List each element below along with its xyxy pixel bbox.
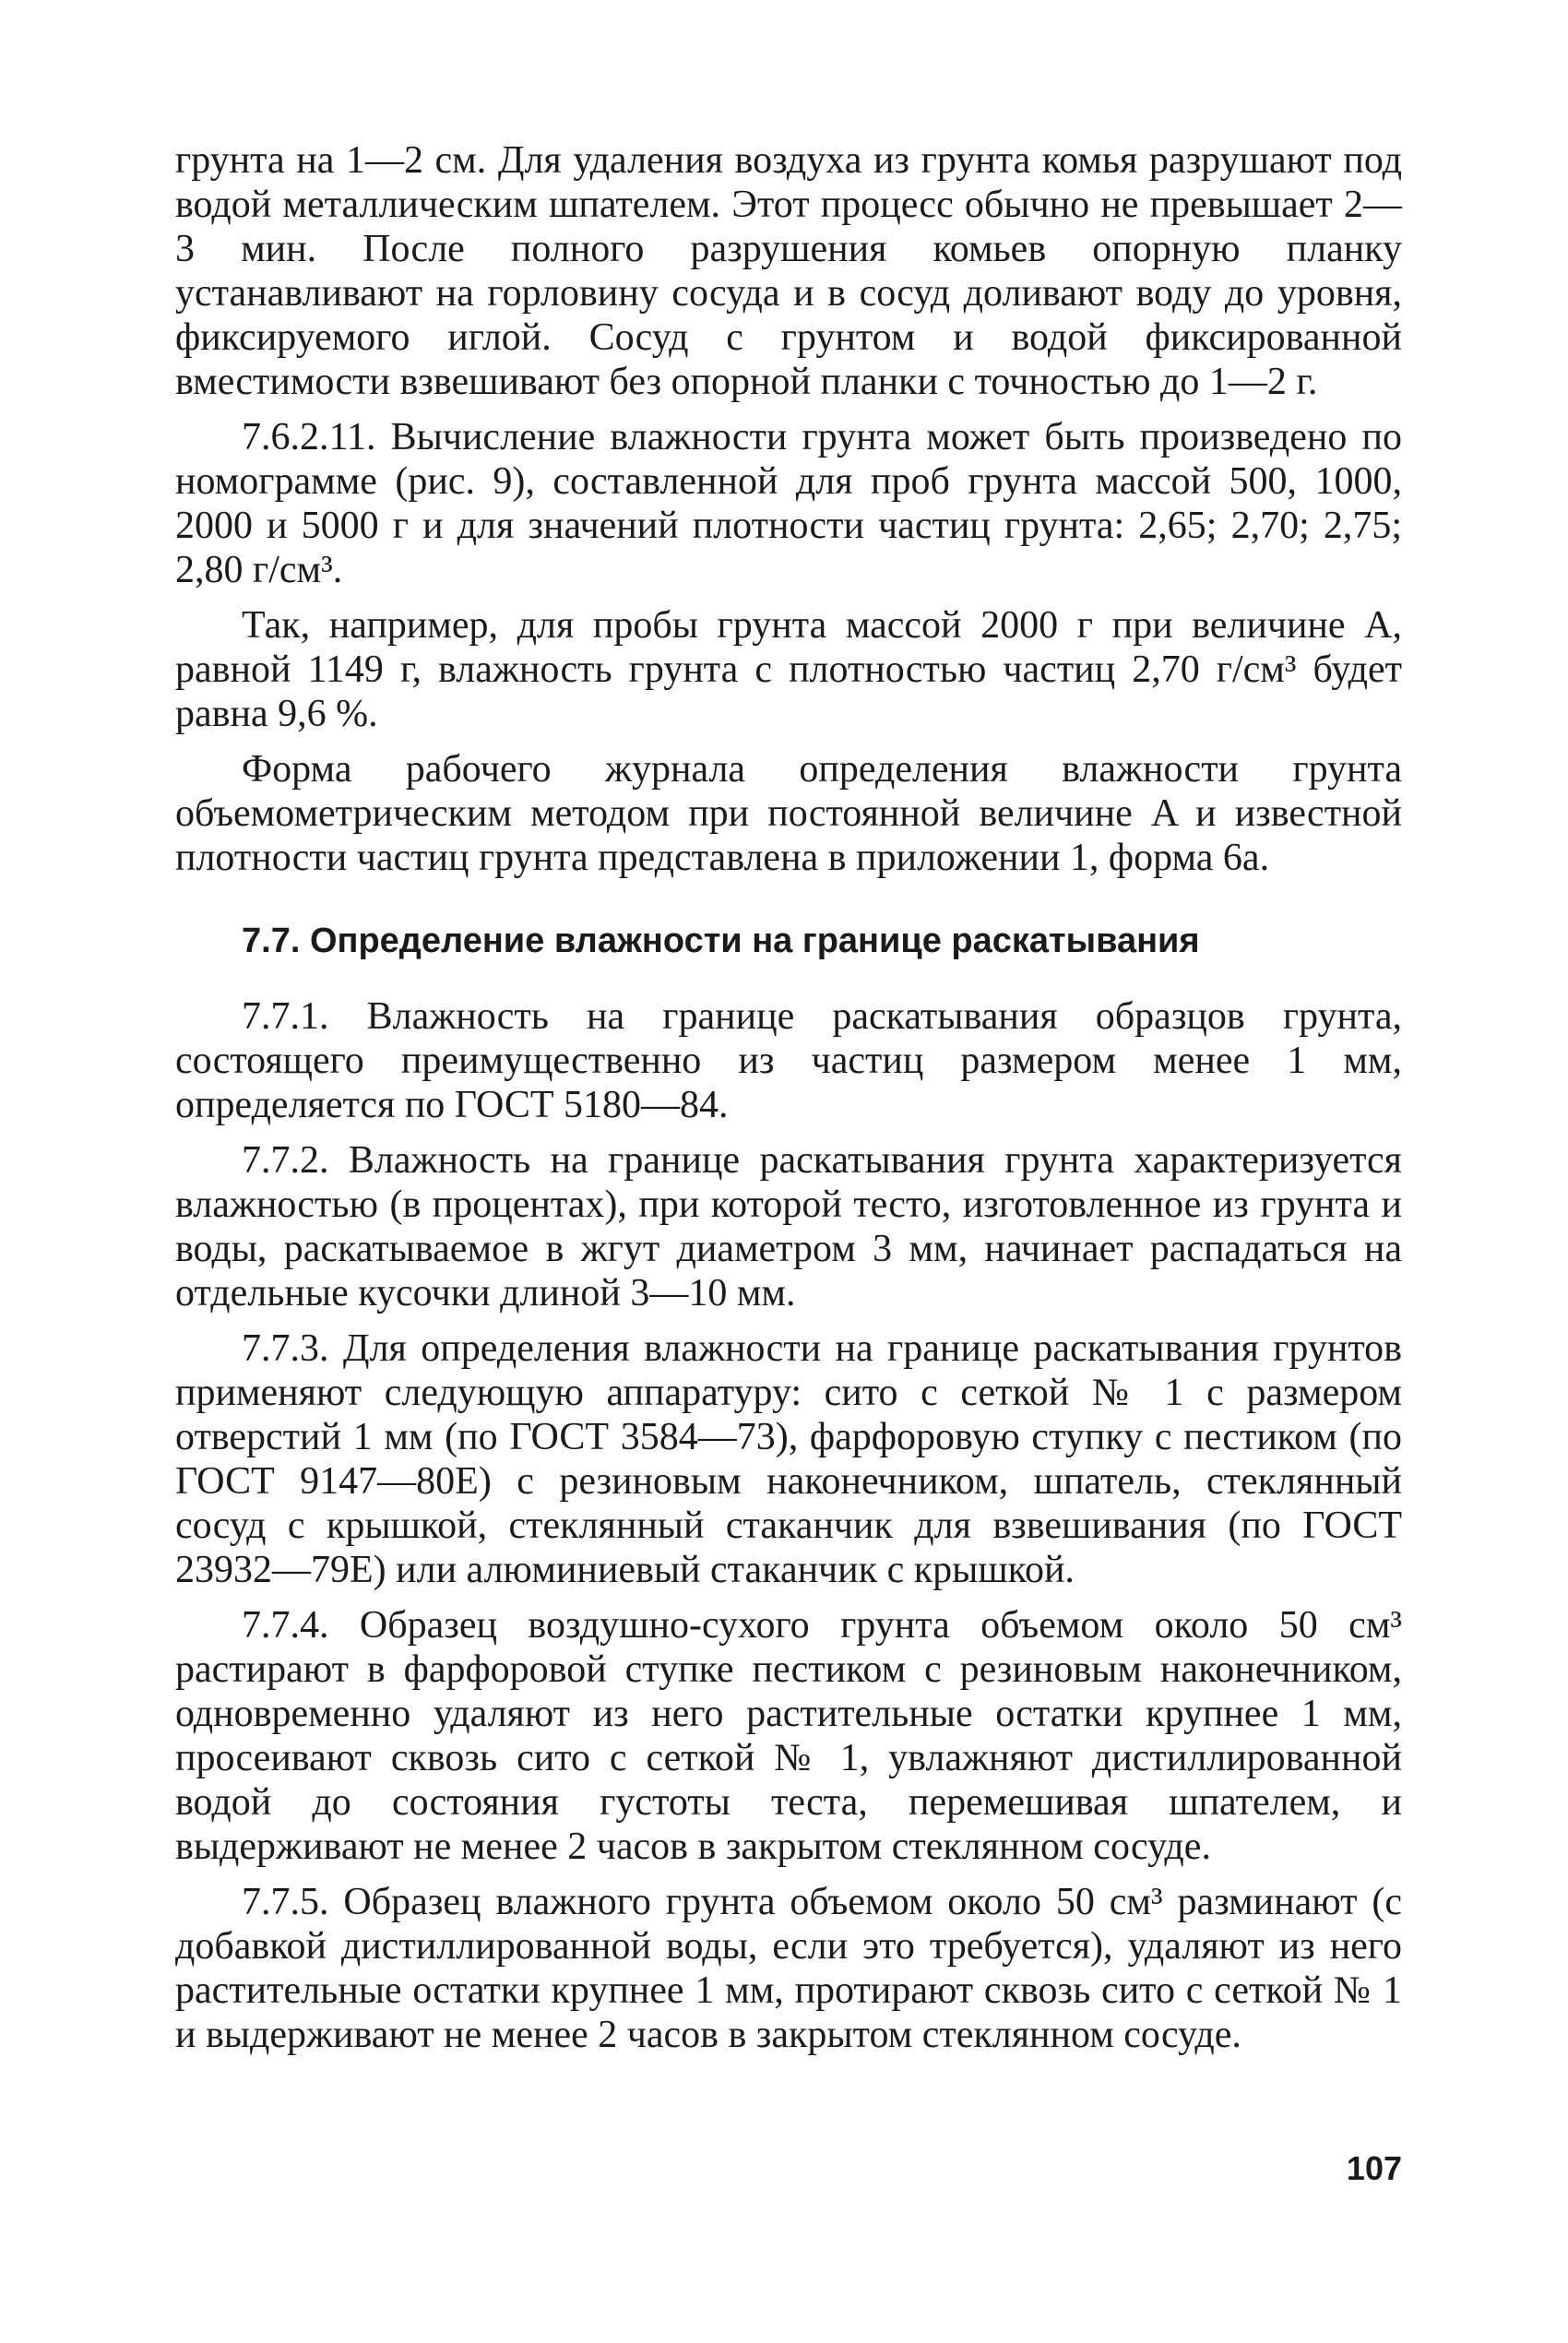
paragraph-journal-form: Форма рабочего журнала определения влажности грунта объемометрическим методом при постоянной величине A и известной плотности частиц грунта представлена в приложении 1, форма 6а. bbox=[175, 748, 1402, 879]
document-page bbox=[175, 138, 1402, 2068]
paragraph-7-7-2: 7.7.2. Влажность на границе раскатывания грунта характеризуется влажностью (в процентах), при которой тесто, изготовленное из грунта и воды, раскатываемое в жгут диаметром 3 мм, начинает распадаться на отдельные кусочки длиной 3—10 мм. bbox=[175, 1139, 1402, 1314]
paragraph-7-6-2-11: 7.6.2.11. Вычисление влажности грунта может быть произведено по номограмме (рис. 9), составленной для проб грунта массой 500, 1000, 2000 и 5000 г и для значений плотности частиц грунта: 2,65; 2,70; 2,75; 2,80 г/см³. bbox=[175, 416, 1402, 591]
paragraph-7-7-3: 7.7.3. Для определения влажности на границе раскатывания грунтов применяют следующую аппаратуру: сито с сеткой № 1 с размером отверстий 1 мм (по ГОСТ 3584—73), фарфоровую ступку с пестиком (по ГОСТ 9147—80Е) с резиновым наконечником, шпатель, стеклянный сосуд с крышкой, стеклянный стаканчик для взвешивания (по ГОСТ 23932—79Е) или алюминиевый стаканчик с крышкой. bbox=[175, 1327, 1402, 1591]
paragraph-example: Так, например, для пробы грунта массой 2000 г при величине A, равной 1149 г, влажность грунта с плотностью частиц 2,70 г/см³ будет равна 9,6 %. bbox=[175, 604, 1402, 735]
paragraph-7-7-1: 7.7.1. Влажность на границе раскатывания образцов грунта, состоящего преимущественно из частиц размером менее 1 мм, определяется по ГОСТ 5180—84. bbox=[175, 995, 1402, 1126]
page-number: 107 bbox=[1346, 2149, 1402, 2187]
paragraph-7-7-5: 7.7.5. Образец влажного грунта объемом около 50 см³ разминают (с добавкой дистиллированной воды, если это требуется), удаляют из него растительные остатки крупнее 1 мм, протирают сквозь сито с сеткой № 1 и выдерживают не менее 2 часов в закрытом стеклянном сосуде. bbox=[175, 1881, 1402, 2056]
section-heading: 7.7. Определение влажности на границе раскатывания bbox=[242, 922, 1200, 960]
paragraph-continuation: грунта на 1—2 см. Для удаления воздуха из грунта комья разрушают под водой металлическим шпателем. Этот процесс обычно не превышает 2—3 мин. После полного разрушения комьев опорную планку устанавливают на горловину сосуда и в сосуд доливают воду до уровня, фиксируемого иглой. Сосуд с грунтом и водой фиксированной вместимости взвешивают без опорной планки с точностью до 1—2 г. bbox=[175, 139, 1402, 403]
paragraph-7-7-4: 7.7.4. Образец воздушно-сухого грунта объемом около 50 см³ растирают в фарфоровой ступке пестиком с резиновым наконечником, одновременно удаляют из него растительные остатки крупнее 1 мм, просеивают сквозь сито с сеткой № 1, увлажняют дистиллированной водой до состояния густоты теста, перемешивая шпателем, и выдерживают не менее 2 часов в закрытом стеклянном сосуде. bbox=[175, 1604, 1402, 1868]
